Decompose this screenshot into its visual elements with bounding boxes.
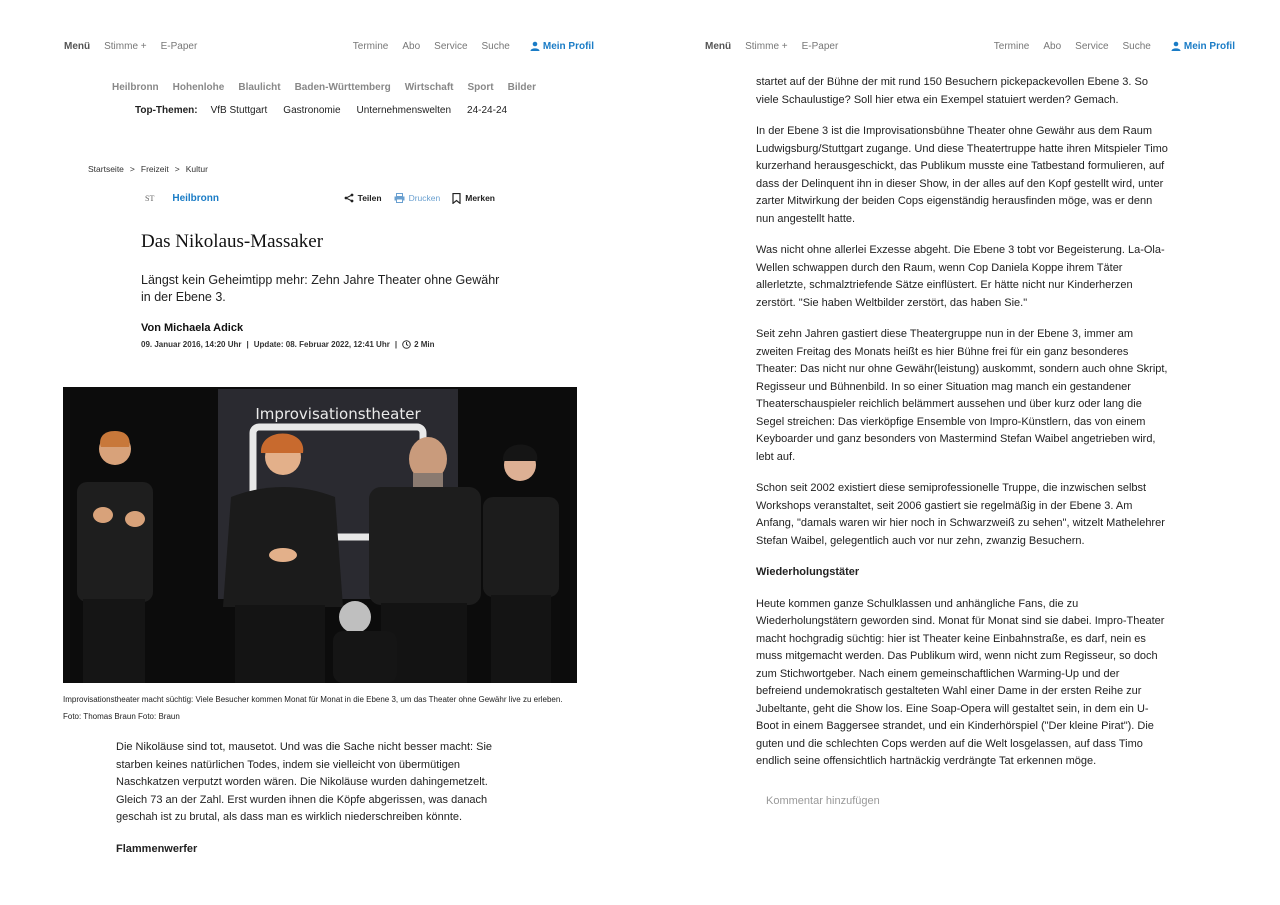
article-photo[interactable]	[63, 387, 577, 683]
top-theme-link[interactable]: Unternehmenswelten	[356, 105, 452, 116]
article-body-right	[756, 74, 1168, 785]
user-icon	[530, 41, 540, 51]
article-paragraph: Heute kommen ganze Schulklassen und anhängliche Fans, die zu Wiederholungstätern geworden sind. Monat für Monat sind sie dabei. Impro-Theater macht hochgradig süchtig: hier ist Theater keine Einbahnstraße, es darf, nein es muss mitgemacht werden. Das Publikum wird, wenn nicht zum Regisseur, so doch zum Stichwortgeber. Nach einem gemeinschaftlichen Warming-Up und der befreiend undemokratisch gestalteten Wahl einer Dame in der ersten Reihe zur Jubeltante, geht die Show los. Eine Soap-Opera will gestaltet sein, in dem ein U-Boot in einem Baggersee strandet, und ein Kinderhörspiel ("Der kleine Pirat"). Die guten und die schlechten Cops werden auf die Welt losgelassen, auf dass Timo endlich seine offensichtlich hartnäckig verdrängte Tat erkennen möge.	[756, 597, 1165, 767]
service-link[interactable]: Service	[434, 40, 468, 52]
section-link[interactable]: Wirtschaft	[404, 82, 454, 93]
clock-icon	[402, 340, 411, 349]
article-paragraph: Was nicht ohne allerlei Exzesse abgeht. Die Ebene 3 tobt vor Begeisterung. La-Ola-Wellen schwappen durch den Raum, wenn Cop Daniela Koppe ihrem Täter allerletzte, schmalztriefende Sätze einflüstert. Er hätte nicht nur Kinderherzen zerstört. "Sie haben Weltbilder zerstört, das haben Sie."	[756, 244, 1165, 309]
share-icon	[344, 193, 354, 203]
article-paragraph: In der Ebene 3 ist die Improvisationsbühne Theater ohne Gewähr aus dem Raum Ludwigsburg/Stuttgart zugange. Und diese Theatertruppe hatte ihren Mitspieler Timo kurzerhand herausgeschickt, das Publikum musste eine Tatbestand formulieren, auf dass der Delinquent ihn in dieser Show, in der alles auf den Kopf gestellt wird, unter zarter Mitwirkung der beiden Cops eigenständig herausfinden möge, was er denn nun angestellt hatte.	[756, 125, 1168, 225]
breadcrumb-item[interactable]: Kultur	[185, 164, 208, 174]
breadcrumb-separator: >	[129, 164, 135, 174]
stimme-plus-link[interactable]: Stimme +	[104, 40, 147, 52]
printer-icon	[394, 193, 405, 203]
breadcrumb-item[interactable]: Startseite	[88, 164, 124, 174]
breadcrumb-item[interactable]: Freizeit	[140, 164, 169, 174]
article-author: Von Michaela Adick	[141, 322, 244, 334]
profile-link[interactable]	[530, 41, 594, 52]
add-comment-link[interactable]: Kommentar hinzufügen	[766, 795, 880, 807]
top-themes	[135, 105, 523, 116]
print-button[interactable]	[394, 193, 441, 203]
article-meta-row	[141, 190, 495, 206]
top-theme-link[interactable]: Gastronomie	[283, 105, 341, 116]
subheading-flammenwerfer: Flammenwerfer	[116, 842, 198, 855]
article-actions	[332, 193, 495, 204]
article-headline: Das Nikolaus-Massaker	[141, 231, 324, 252]
article-dates	[141, 340, 435, 349]
section-link[interactable]: Baden-Württemberg	[294, 82, 391, 93]
top-theme-link[interactable]: VfB Stuttgart	[210, 105, 268, 116]
article-paragraph: Die Nikoläuse sind tot, mausetot. Und was die Sache nicht besser macht: Sie starben keines natürlichen Todes, indem sie vielleicht von übermütigen Naschkatzen verputzt worden wären. Die Nikoläuse wurden dahingemetzelt. Gleich 73 an der Zahl. Erst wurden ihnen die Köpfe abgerissen, was danach geschah ist zu brutal, als dass man es wirklich niederschreiben könnte.	[116, 741, 493, 823]
menu-link[interactable]: Menü	[705, 40, 732, 52]
article-paragraph: Schon seit 2002 existiert diese semiprofessionelle Truppe, die inzwischen selbst Workshops veranstaltet, seit 2006 gastiert sie regelmäßig in der Ebene 3. Am Anfang, "damals waren wir hier noch in Schwarzweiß zu sehen", witzelt Mathelehrer Stefan Waibel, gelegentlich auch vor nur zehn, zwanzig Besuchern.	[756, 482, 1165, 547]
abo-link[interactable]: Abo	[402, 40, 421, 52]
abo-link[interactable]: Abo	[1043, 40, 1062, 52]
termine-link[interactable]: Termine	[993, 40, 1030, 52]
top-themes-label: Top-Themen:	[135, 105, 198, 116]
bookmark-icon	[452, 193, 461, 204]
read-time: 2 Min	[414, 340, 435, 349]
epaper-link[interactable]: E-Paper	[801, 40, 839, 52]
section-link[interactable]: Bilder	[507, 82, 536, 93]
section-link[interactable]: Sport	[467, 82, 494, 93]
article-lead: Längst kein Geheimtipp mehr: Zehn Jahre Theater ohne Gewähr in der Ebene 3.	[141, 273, 500, 304]
stimme-plus-link[interactable]: Stimme +	[745, 40, 788, 52]
termine-link[interactable]: Termine	[352, 40, 389, 52]
date-separator: |	[394, 340, 398, 349]
bookmark-button[interactable]	[452, 193, 495, 204]
print-label: Drucken	[408, 193, 441, 203]
share-button[interactable]	[344, 193, 382, 203]
photo-caption: Improvisationstheater macht süchtig: Viele Besucher kommen Monat für Monat in die Ebene 3, um das Theater ohne Gewähr live zu erleben. Foto: Thomas Braun Foto: Braun	[63, 695, 563, 721]
section-nav	[112, 82, 550, 93]
subheading-wiederholungstaeter: Wiederholungstäter	[756, 566, 860, 578]
bookmark-label: Merken	[465, 193, 495, 203]
section-link[interactable]: Blaulicht	[238, 82, 281, 93]
user-icon	[1171, 41, 1181, 51]
epaper-link[interactable]: E-Paper	[160, 40, 198, 52]
suche-link[interactable]: Suche	[481, 40, 510, 52]
service-link[interactable]: Service	[1075, 40, 1109, 52]
profile-link[interactable]	[1171, 41, 1235, 52]
share-label: Teilen	[357, 193, 382, 203]
article-body-left	[116, 739, 501, 872]
profile-label: Mein Profil	[1183, 40, 1235, 52]
updated-date: Update: 08. Februar 2022, 12:41 Uhr	[253, 340, 390, 349]
profile-label: Mein Profil	[542, 40, 594, 52]
section-link[interactable]: Heilbronn	[112, 82, 159, 93]
published-date: 09. Januar 2016, 14:20 Uhr	[141, 340, 242, 349]
date-separator: |	[246, 340, 249, 349]
menu-link[interactable]: Menü	[64, 40, 91, 52]
st-logo: ST	[145, 193, 155, 203]
section-link[interactable]: Hohenlohe	[172, 82, 225, 93]
location-tag[interactable]: Heilbronn	[172, 192, 220, 204]
banner-text: Improvisationstheater	[255, 405, 421, 423]
top-nav-left	[64, 38, 594, 54]
article-paragraph: Seit zehn Jahren gastiert diese Theatergruppe nun in der Ebene 3, immer am zweiten Freitag des Monats heißt es hier Bühne frei für ein ganz besonderes Theater: Das nicht nur ohne Gewähr(leistung) auskommt, sondern auch ohne Skript, Regisseur und Bühnenbild. In so einer Situation mag manch ein gestandener Theaterschauspieler reichlich belämmert aussehen und über kurz oder lang die Segel streichen: Das vierköpfige Ensemble von Impro-Künstlern, das von einem Keyboarder und ganz besonders von Mastermind Stefan Waibel angetrieben wird, lebt auf.	[756, 328, 1168, 463]
suche-link[interactable]: Suche	[1122, 40, 1151, 52]
top-theme-link[interactable]: 24-24-24	[467, 105, 508, 116]
article-paragraph: startet auf der Bühne der mit rund 150 Besuchern pickepackevollen Ebene 3. So viele Schaulustige? Soll hier etwa ein Exempel statuiert werden? Gemach.	[756, 76, 1148, 106]
top-nav-right	[705, 38, 1235, 54]
breadcrumb	[88, 164, 208, 174]
breadcrumb-separator: >	[174, 164, 180, 174]
stage-photo-illustration	[63, 387, 577, 683]
